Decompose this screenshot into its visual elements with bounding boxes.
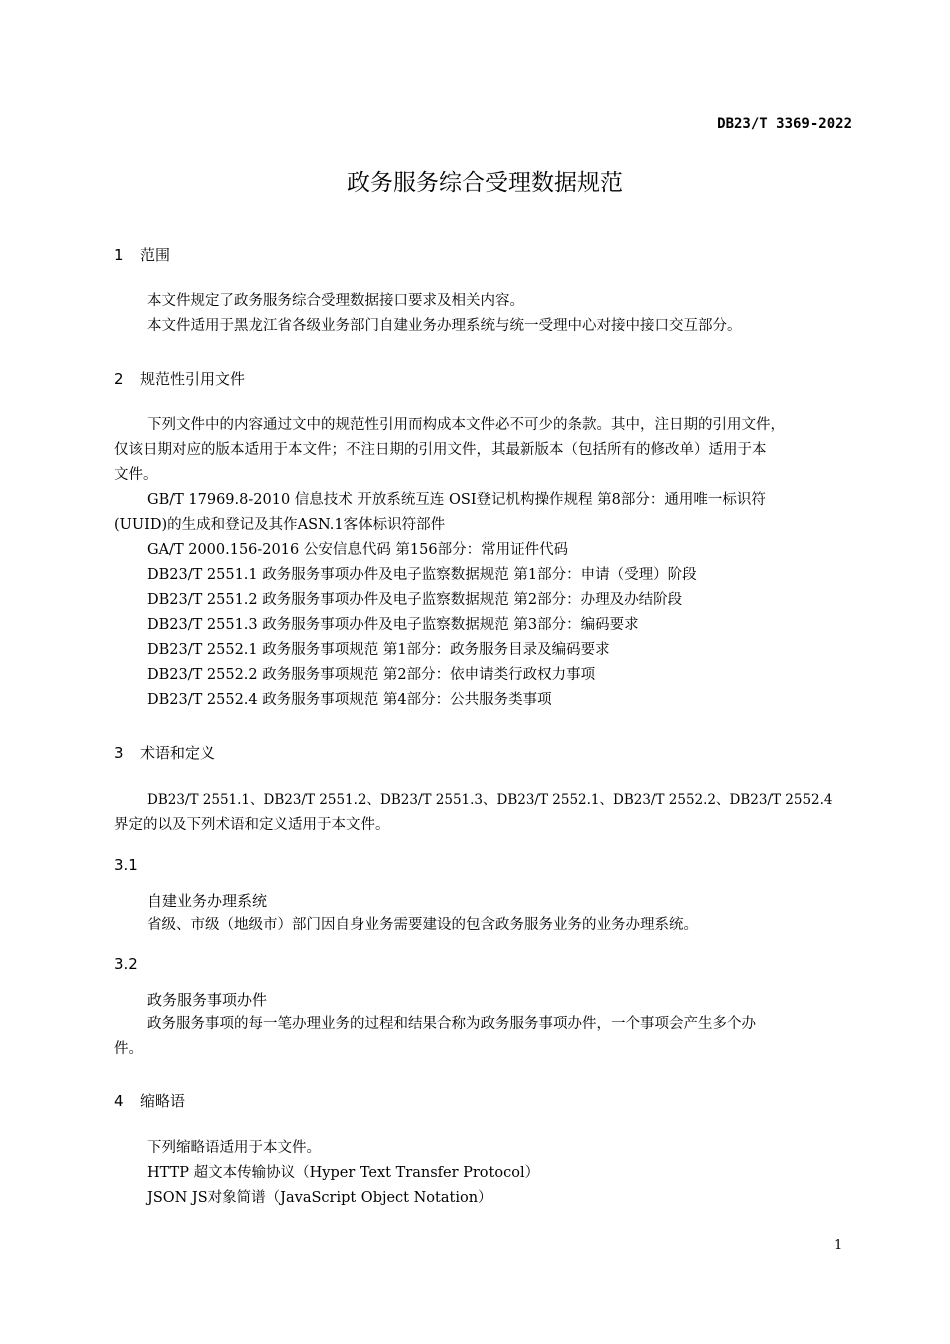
section-title: 范围 — [140, 246, 171, 264]
reference-item: DB23/T 2551.1 政务服务事项办件及电子监察数据规范 第1部分：申请（受理）阶段 — [147, 567, 697, 583]
section-number: 1 — [114, 246, 124, 264]
reference-item: DB23/T 2552.1 政务服务事项规范 第1部分：政务服务目录及编码要求 — [147, 642, 610, 658]
section-number: 3 — [114, 744, 124, 762]
paragraph: DB23/T 2551.1、DB23/T 2551.2、DB23/T 2551.3、DB23/T 2552.1、DB23/T 2552.2、DB23/T 2552.4 — [147, 792, 833, 808]
term-definition: 政务服务事项的每一笔办理业务的过程和结果合称为政务服务事项办件，一个事项会产生多个办 — [147, 1016, 756, 1032]
section-title: 规范性引用文件 — [140, 370, 246, 388]
paragraph: 下列缩略语适用于本文件。 — [147, 1140, 321, 1156]
reference-item: GA/T 2000.156-2016 公安信息代码 第156部分：常用证件代码 — [147, 542, 569, 558]
reference-item: DB23/T 2551.3 政务服务事项办件及电子监察数据规范 第3部分：编码要求 — [147, 617, 639, 633]
section-number: 2 — [114, 370, 124, 388]
paragraph: 仅该日期对应的版本适用于本文件；不注日期的引用文件，其最新版本（包括所有的修改单）适用于本 — [114, 442, 767, 458]
term-definition: 省级、市级（地级市）部门因自身业务需要建设的包含政务服务业务的业务办理系统。 — [147, 917, 698, 933]
abbreviation-item: JSON JS对象简谱（JavaScript Object Notation） — [147, 1190, 493, 1206]
reference-item-continuation: (UUID)的生成和登记及其作ASN.1客体标识符部件 — [114, 517, 446, 533]
term-number: 3.1 — [114, 856, 138, 874]
paragraph: 本文件适用于黑龙江省各级业务部门自建业务办理系统与统一受理中心对接中接口交互部分。 — [147, 318, 742, 334]
section-title: 缩略语 — [140, 1092, 186, 1110]
document-title: 政务服务综合受理数据规范 — [347, 170, 623, 196]
reference-item: DB23/T 2552.2 政务服务事项规范 第2部分：依申请类行政权力事项 — [147, 667, 596, 683]
paragraph: 本文件规定了政务服务综合受理数据接口要求及相关内容。 — [147, 293, 524, 309]
reference-item: GB/T 17969.8-2010 信息技术 开放系统互连 OSI登记机构操作规程 第8部分：通用唯一标识符 — [147, 492, 766, 508]
term-title: 自建业务办理系统 — [147, 892, 268, 910]
reference-item: DB23/T 2552.4 政务服务事项规范 第4部分：公共服务类事项 — [147, 692, 552, 708]
section-2-heading — [114, 368, 245, 389]
paragraph: 文件。 — [114, 467, 158, 483]
paragraph: 界定的以及下列术语和定义适用于本文件。 — [114, 817, 390, 833]
page-number: 1 — [834, 1238, 843, 1253]
section-3-heading — [114, 742, 215, 763]
section-title: 术语和定义 — [140, 744, 216, 762]
section-1-heading — [114, 244, 170, 265]
section-4-heading — [114, 1090, 185, 1111]
term-title: 政务服务事项办件 — [147, 991, 268, 1009]
document-code: DB23/T 3369-2022 — [717, 116, 852, 132]
reference-item: DB23/T 2551.2 政务服务事项办件及电子监察数据规范 第2部分：办理及办结阶段 — [147, 592, 683, 608]
term-number: 3.2 — [114, 955, 138, 973]
abbreviation-item: HTTP 超文本传输协议（Hyper Text Transfer Protocol） — [147, 1165, 540, 1181]
term-definition-continuation: 件。 — [114, 1041, 143, 1057]
paragraph: 下列文件中的内容通过文中的规范性引用而构成本文件必不可少的条款。其中，注日期的引用文件， — [147, 417, 785, 433]
section-number: 4 — [114, 1092, 124, 1110]
